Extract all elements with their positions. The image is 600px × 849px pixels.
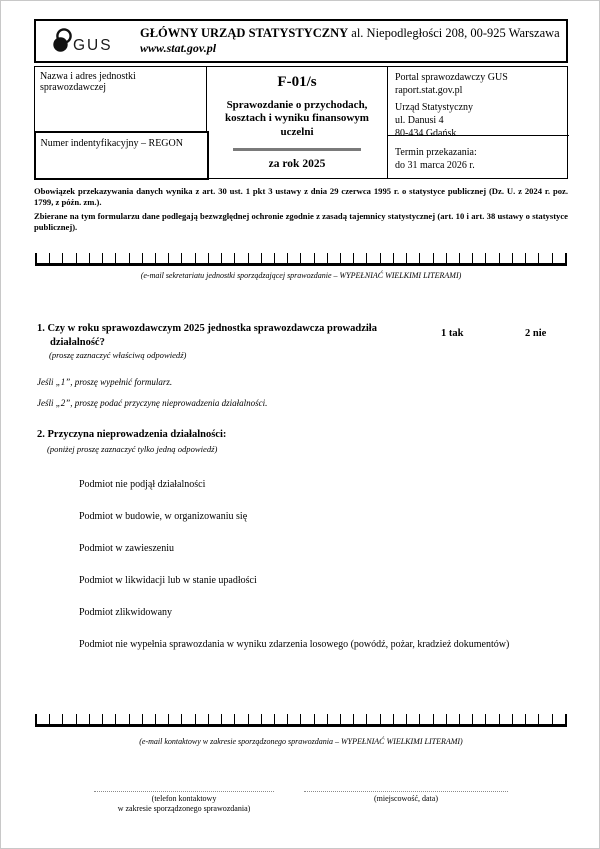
email-char-cell[interactable] xyxy=(367,714,380,724)
email-char-cell[interactable] xyxy=(50,714,63,724)
email-char-cell[interactable] xyxy=(354,714,367,724)
email-char-cell[interactable] xyxy=(130,714,143,724)
email-char-cell[interactable] xyxy=(315,253,328,263)
email-char-cell[interactable] xyxy=(460,253,473,263)
email-caption-bottom: (e-mail kontaktowy w zakresie sporządzonego sprawozdania – WYPEŁNIAĆ WIELKIMI LITERAMI) xyxy=(139,737,463,746)
email-char-cell[interactable] xyxy=(539,714,552,724)
form-title: Sprawozdanie o przychodach, kosztach i wyniku finansowym uczelni xyxy=(225,99,369,138)
form-period: za rok 2025 xyxy=(268,157,326,170)
reason-option[interactable]: Podmiot w likwidacji lub w stanie upadłości xyxy=(79,575,257,586)
email-char-cell[interactable] xyxy=(553,714,565,724)
email-char-cell[interactable] xyxy=(341,253,354,263)
reason-option[interactable]: Podmiot nie wypełnia sprawozdania w wyniku zdarzenia losowego (powódź, pożar, kradzież dokumentów) xyxy=(79,639,510,650)
email-char-cell[interactable] xyxy=(341,714,354,724)
email-char-cell[interactable] xyxy=(301,714,314,724)
email-char-cell[interactable] xyxy=(103,253,116,263)
email-char-cell[interactable] xyxy=(328,714,341,724)
reason-option[interactable]: Podmiot zlikwidowany xyxy=(79,607,173,618)
email-char-cell[interactable] xyxy=(222,714,235,724)
office-name: Urząd Statystyczny xyxy=(395,102,474,113)
portal-cell xyxy=(388,67,569,139)
deadline-cell xyxy=(388,136,569,172)
email-char-cell[interactable] xyxy=(235,253,248,263)
email-char-cell[interactable] xyxy=(156,253,169,263)
phone-signature-line[interactable] xyxy=(94,791,274,792)
question2-hint: (poniżej proszę zaznaczyć tylko jedną odpowiedź) xyxy=(47,444,218,454)
email-char-cell[interactable] xyxy=(367,253,380,263)
header xyxy=(34,19,568,63)
email-char-cell[interactable] xyxy=(116,714,129,724)
email-char-cell[interactable] xyxy=(381,253,394,263)
email-char-cell[interactable] xyxy=(196,714,209,724)
email-char-cell[interactable] xyxy=(209,714,222,724)
office-street: ul. Danusi 4 xyxy=(395,115,444,126)
email-char-cell[interactable] xyxy=(447,253,460,263)
email-char-cell[interactable] xyxy=(77,714,90,724)
email-char-cell[interactable] xyxy=(539,253,552,263)
deadline-value: do 31 marca 2026 r. xyxy=(395,160,475,171)
reason-option[interactable]: Podmiot nie podjął działalności xyxy=(79,479,206,490)
email-char-cell[interactable] xyxy=(50,253,63,263)
gus-logo-text: GUS xyxy=(73,37,113,54)
regon-cell[interactable]: Numer indentyfikacyjny – REGON xyxy=(34,131,209,180)
email-char-cell[interactable] xyxy=(182,253,195,263)
email-char-cell[interactable] xyxy=(143,714,156,724)
reason-option[interactable]: Podmiot w budowie, w organizowaniu się xyxy=(79,511,248,522)
email-char-cell[interactable] xyxy=(394,253,407,263)
email-char-cell[interactable] xyxy=(169,253,182,263)
answer-yes[interactable]: 1 tak xyxy=(441,328,464,339)
question2-text: 2. Przyczyna nieprowadzenia działalności: xyxy=(37,429,227,440)
email-char-cell[interactable] xyxy=(407,253,420,263)
email-char-cell[interactable] xyxy=(262,253,275,263)
email-char-cell[interactable] xyxy=(249,714,262,724)
reason-options-list xyxy=(79,479,549,671)
email-char-cell[interactable] xyxy=(434,714,447,724)
org-name: GŁÓWNY URZĄD STATYSTYCZNY xyxy=(140,25,349,40)
email-char-cell[interactable] xyxy=(90,714,103,724)
email-char-cell[interactable] xyxy=(500,714,513,724)
info-table-middle-column xyxy=(207,67,387,178)
question1-note-if-1: Jeśli „1”, proszę wypełnić formularz. xyxy=(37,377,173,387)
office-city: 80-434 Gdańsk xyxy=(395,128,457,139)
email-char-cell[interactable] xyxy=(447,714,460,724)
place-date-caption: (miejscowość, data) xyxy=(374,794,438,803)
email-char-cell[interactable] xyxy=(130,253,143,263)
portal-url: raport.stat.gov.pl xyxy=(395,85,463,96)
email-char-cell[interactable] xyxy=(460,714,473,724)
email-char-cell[interactable] xyxy=(209,253,222,263)
email-char-cell[interactable] xyxy=(381,714,394,724)
org-address: al. Niepodległości 208, 00-925 Warszawa xyxy=(348,25,560,40)
email-char-cell[interactable] xyxy=(169,714,182,724)
email-char-cell[interactable] xyxy=(407,714,420,724)
question1-hint: (proszę zaznaczyć właściwą odpowiedź) xyxy=(49,350,187,360)
reason-option[interactable]: Podmiot w zawieszeniu xyxy=(79,543,174,554)
legal-paragraph-2: Zbierane na tym formularzu dane podlegają bezwzględnej ochronie zgodnie z zasadą tajemnicy statystycznej (art. 10 i art. 38 ustawy o statystyce publicznej). xyxy=(34,211,568,232)
email-char-cell[interactable] xyxy=(77,253,90,263)
info-table-right-column xyxy=(387,67,569,178)
email-char-cell[interactable] xyxy=(156,714,169,724)
email-char-cell[interactable] xyxy=(37,714,50,724)
email-char-cell[interactable] xyxy=(63,253,76,263)
email-char-cell[interactable] xyxy=(420,253,433,263)
question1-text: 1. Czy w roku sprawozdawczym 2025 jednostka sprawozdawcza prowadziła działalność? xyxy=(37,323,377,348)
email-char-cell[interactable] xyxy=(434,253,447,263)
email-char-cell[interactable] xyxy=(249,253,262,263)
answer-no[interactable]: 2 nie xyxy=(525,328,547,339)
legal-paragraph-1: Obowiązek przekazywania danych wynika z art. 30 ust. 1 pkt 3 ustawy z dnia 29 czerwca 1995 r. o statystyce publicznej (Dz. U. z 2024 r. poz. 1799, z późn. zm.). xyxy=(34,186,568,207)
header-text xyxy=(140,26,560,57)
email-char-cell[interactable] xyxy=(222,253,235,263)
email-comb-field-bottom[interactable] xyxy=(35,714,567,727)
email-char-cell[interactable] xyxy=(420,714,433,724)
org-website: www.stat.gov.pl xyxy=(140,41,217,56)
info-table xyxy=(34,66,568,179)
email-char-cell[interactable] xyxy=(275,714,288,724)
email-char-cell[interactable] xyxy=(526,714,539,724)
email-char-cell[interactable] xyxy=(328,253,341,263)
place-date-signature-line[interactable] xyxy=(304,791,508,792)
email-char-cell[interactable] xyxy=(143,253,156,263)
phone-caption: (telefon kontaktowy w zakresie sporządzonego sprawozdania) xyxy=(117,794,251,814)
email-char-cell[interactable] xyxy=(473,253,486,263)
email-char-cell[interactable] xyxy=(513,253,526,263)
email-char-cell[interactable] xyxy=(553,253,565,263)
email-char-cell[interactable] xyxy=(37,253,50,263)
email-char-cell[interactable] xyxy=(90,253,103,263)
title-separator xyxy=(233,148,361,151)
email-char-cell[interactable] xyxy=(486,714,499,724)
info-table-left-column xyxy=(35,67,207,178)
email-char-cell[interactable] xyxy=(63,714,76,724)
email-char-cell[interactable] xyxy=(196,253,209,263)
email-char-cell[interactable] xyxy=(116,253,129,263)
email-char-cell[interactable] xyxy=(301,253,314,263)
email-char-cell[interactable] xyxy=(103,714,116,724)
question1-note-if-2: Jeśli „2”, proszę podać przyczynę nieprowadzenia działalności. xyxy=(37,398,268,408)
email-char-cell[interactable] xyxy=(486,253,499,263)
email-char-cell[interactable] xyxy=(275,253,288,263)
deadline-label: Termin przekazania: xyxy=(395,147,477,158)
email-char-cell[interactable] xyxy=(394,714,407,724)
email-char-cell[interactable] xyxy=(354,253,367,263)
email-char-cell[interactable] xyxy=(288,714,301,724)
email-char-cell[interactable] xyxy=(235,714,248,724)
email-char-cell[interactable] xyxy=(526,253,539,263)
email-char-cell[interactable] xyxy=(513,714,526,724)
email-char-cell[interactable] xyxy=(473,714,486,724)
email-char-cell[interactable] xyxy=(500,253,513,263)
email-char-cell[interactable] xyxy=(262,714,275,724)
email-char-cell[interactable] xyxy=(315,714,328,724)
form-code: F-01/s xyxy=(277,74,317,90)
portal-name: Portal sprawozdawczy GUS xyxy=(395,72,508,83)
unit-name-cell[interactable]: Nazwa i adres jednostki sprawozdawczej xyxy=(40,71,136,93)
email-char-cell[interactable] xyxy=(288,253,301,263)
email-caption-top: (e-mail sekretariatu jednostki sporządzającej sprawozdanie – WYPEŁNIAĆ WIELKIMI LITERAMI) xyxy=(140,271,462,280)
gus-logo-icon xyxy=(50,26,122,56)
email-comb-field-top[interactable] xyxy=(35,253,567,266)
email-char-cell[interactable] xyxy=(182,714,195,724)
